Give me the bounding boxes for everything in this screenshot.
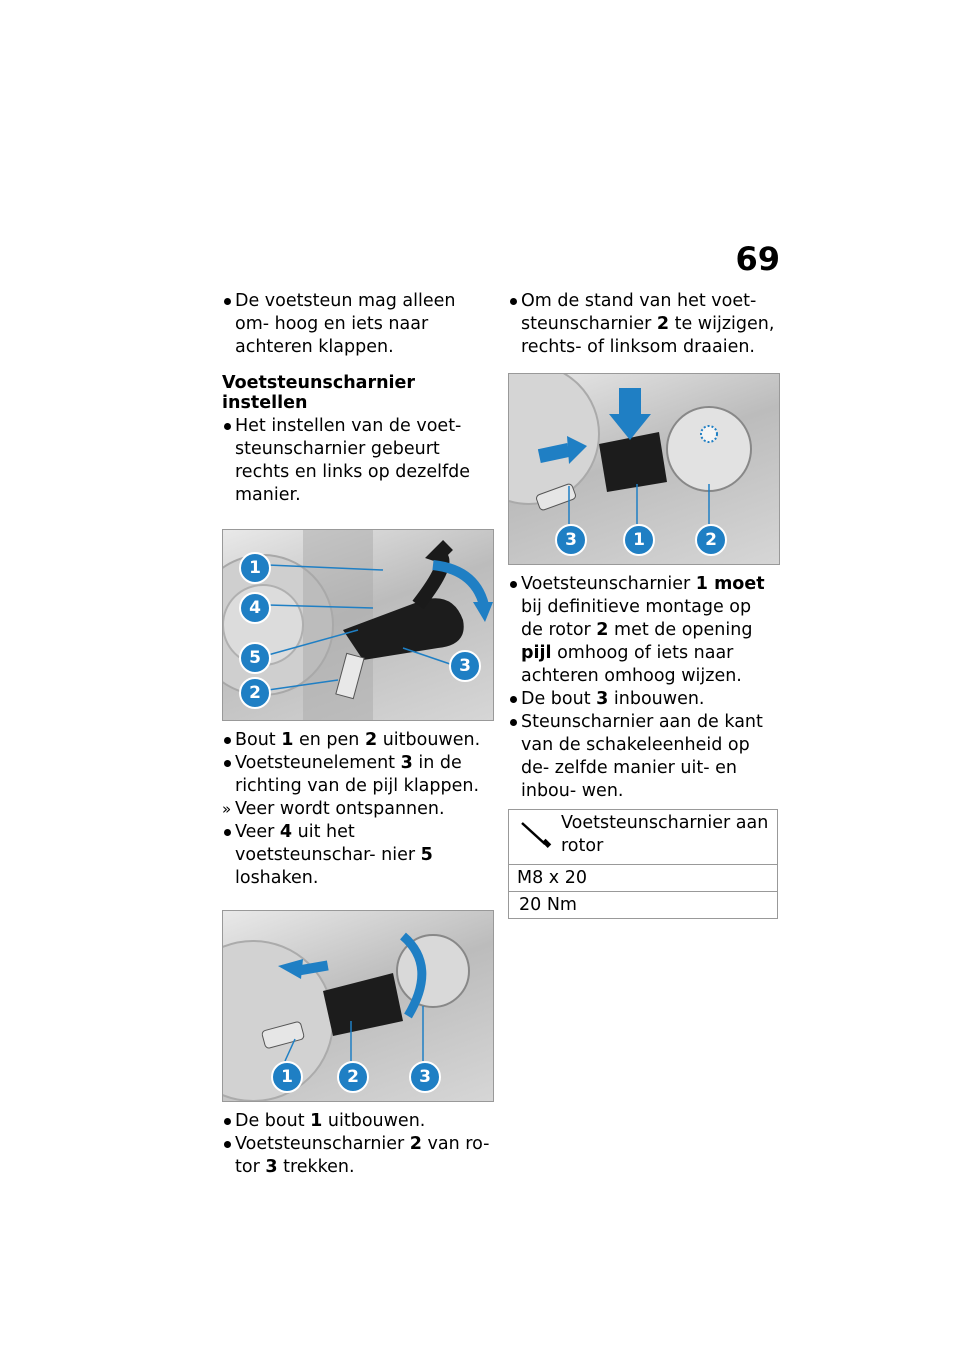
result1-text: Veer wordt ontspannen.	[235, 799, 445, 819]
step4-ref-1: 1	[310, 1111, 323, 1131]
step3-ref-5: 5	[420, 845, 433, 865]
intro-text-c: te wijzigen, rechts- of linksom draaien.	[521, 314, 775, 357]
rstep2-ref-3: 3	[596, 689, 609, 709]
step1-text-c: en pen	[293, 730, 365, 750]
step3-ref-4: 4	[279, 822, 293, 842]
step1-text-a: Bout	[235, 730, 282, 750]
page-number: 69	[735, 240, 780, 278]
step3-text-a: Veer	[235, 822, 280, 842]
torque-spec-value: 20 Nm	[519, 895, 577, 915]
figure-hinge-removal	[222, 910, 494, 1102]
right-column	[508, 290, 778, 919]
setting-bullet-text: Het instellen van de voet- steunscharnier gebeurt rechts en links op dezelfde manier.	[235, 416, 470, 505]
rstep2-text-a: De bout	[521, 689, 597, 709]
torque-spec-size: M8 x 20	[509, 865, 777, 892]
step5-text-a: Voetsteunscharnier	[235, 1134, 410, 1154]
figure1-callout-3: 3	[449, 650, 481, 682]
figure-hinge-install	[508, 373, 780, 565]
figure1-arrowhead-shape	[473, 602, 493, 622]
step5-ref-2: 2	[409, 1134, 422, 1154]
section-heading: Voetsteunscharnier instellen	[222, 373, 416, 413]
figure1-callout-5: 5	[239, 642, 271, 674]
rstep1-text-c: bij definitieve montage op de rotor	[521, 597, 752, 640]
torque-wrench-icon	[519, 818, 553, 857]
figure1-callout-4: 4	[239, 592, 271, 624]
step-remove-bolt	[222, 1110, 492, 1133]
step1-ref-2: 2	[364, 730, 378, 750]
step-pull-hinge	[222, 1133, 492, 1179]
step5-text-d: trekken.	[277, 1157, 355, 1177]
figure2-callout-1: 1	[271, 1061, 303, 1093]
rstep3-text: Steunscharnier aan de kant van de schakeleenheid op de- zelfde manier uit- en inbou- wen.	[521, 712, 763, 801]
step4-text-c: uitbouwen.	[322, 1111, 426, 1131]
rstep1-ref-2: 2	[596, 620, 609, 640]
step2-text-a: Voetsteunelement	[235, 753, 401, 773]
intro-bullet-text: De voetsteun mag alleen om- hoog en iets naar achteren klappen.	[235, 291, 456, 357]
figure3-callout-1: 1	[623, 524, 655, 556]
setting-bullet	[222, 415, 492, 507]
rstep1-ref-1: 1 moet	[695, 574, 765, 594]
step2-ref-3: 3	[400, 753, 413, 773]
step2-text-c: in de richting van de pijl klappen.	[235, 753, 480, 796]
intro-text-a: Om de stand van het voet- steunscharnier	[521, 291, 757, 334]
figure-footrest-removal	[222, 529, 494, 721]
step-other-side	[508, 711, 778, 803]
figure2-callout-3: 3	[409, 1061, 441, 1093]
step-orient-hinge	[508, 573, 778, 688]
step3-text-c: uit het voetsteunschar- nier	[235, 822, 421, 865]
torque-spec-header	[509, 810, 777, 865]
step3-text-d: loshaken.	[235, 868, 319, 888]
rstep2-text-c: inbouwen.	[608, 689, 705, 709]
figure3-hinge-shape	[599, 432, 667, 492]
intro-bullet	[222, 290, 492, 359]
figure1-callout-1: 1	[239, 552, 271, 584]
rstep1-text-e: omhoog of iets naar achteren omhoog wijzen.	[521, 643, 742, 686]
figure3-callout-3: 3	[555, 524, 587, 556]
step-remove-bolt-pin	[222, 729, 492, 752]
step-unhook-spring	[222, 821, 492, 890]
intro-rotate	[508, 290, 778, 359]
step-fold-footrest	[222, 752, 492, 798]
torque-spec-title: Voetsteunscharnier aan rotor	[561, 813, 769, 856]
figure1-footpeg-shape	[418, 545, 448, 605]
figure1-callout-2: 2	[239, 677, 271, 709]
step1-ref-1: 1	[281, 730, 294, 750]
step4-text-a: De bout	[235, 1111, 311, 1131]
rstep1-text-a: Voetsteunscharnier	[521, 574, 696, 594]
rstep1-ref-arrow: pijl	[521, 643, 552, 663]
step5-text-c: van ro- tor	[235, 1134, 490, 1177]
step1-text-d: uitbouwen.	[377, 730, 481, 750]
result-spring-relaxed	[222, 798, 492, 821]
figure3-callout-2: 2	[695, 524, 727, 556]
figure2-hinge-shape	[323, 973, 403, 1036]
left-column	[222, 290, 492, 1179]
rstep1-text-d: met de opening	[608, 620, 753, 640]
step5-ref-3: 3	[265, 1157, 278, 1177]
step-install-bolt	[508, 688, 778, 711]
intro-ref-2: 2	[656, 314, 670, 334]
torque-spec-table	[508, 809, 778, 919]
figure2-callout-2: 2	[337, 1061, 369, 1093]
